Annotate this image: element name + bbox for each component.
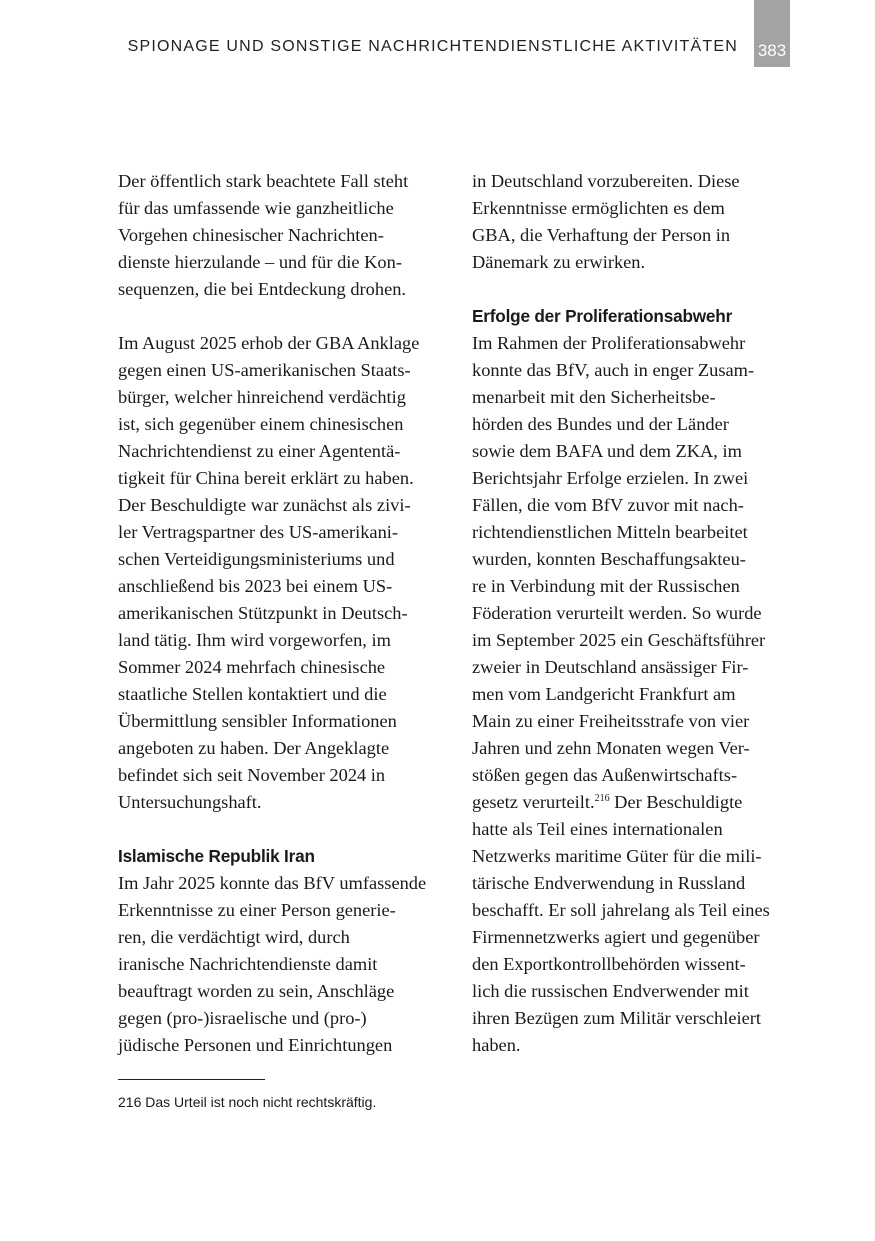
text-line: Übermittlung sensibler Informationen (118, 711, 397, 731)
text-line: konnte das BfV, auch in enger Zusam- (472, 360, 755, 380)
text-line: menarbeit mit den Sicherheitsbe- (472, 387, 716, 407)
text-line: men vom Landgericht Frankfurt am (472, 684, 736, 704)
text-line: Dänemark zu erwirken. (472, 252, 646, 272)
text-line: Main zu einer Freiheitsstrafe von vier (472, 711, 750, 731)
text-line: Föderation verurteilt werden. So wurde (472, 603, 762, 623)
page-number: 383 (754, 0, 790, 67)
text-line: sequenzen, die bei Entdeckung drohen. (118, 279, 407, 299)
text-line: amerikanischen Stützpunkt in Deutsch- (118, 603, 408, 623)
text-line: ren, die verdächtigt wird, durch (118, 927, 350, 947)
text-line: ler Vertragspartner des US-amerikani- (118, 522, 399, 542)
text-line: angeboten zu haben. Der Angeklagte (118, 738, 390, 758)
paragraph-intro (118, 168, 448, 303)
text-line: Berichtsjahr Erfolge erzielen. In zwei (472, 468, 749, 488)
section-heading-iran: Islamische Republik Iran (118, 846, 315, 866)
section-heading-proliferation: Erfolge der Proliferationsabwehr (472, 306, 733, 326)
text-line: Fällen, die vom BfV zuvor mit nach- (472, 495, 744, 515)
text-fragment: gesetz verurteilt. (472, 792, 595, 812)
running-title: SPIONAGE UND SONSTIGE NACHRICHTENDIENSTLICHE AKTIVITÄTEN (127, 38, 738, 55)
text-line: zweier in Deutschland ansässiger Fir- (472, 657, 749, 677)
text-line: dienste hierzulande – und für die Kon- (118, 252, 402, 272)
text-line: befindet sich seit November 2024 in (118, 765, 386, 785)
text-line: Erkenntnisse ermöglichten es dem (472, 198, 725, 218)
text-line: tärische Endverwendung in Russland (472, 873, 746, 893)
text-line: anschließend bis 2023 bei einem US- (118, 576, 393, 596)
paragraph-us-case (118, 330, 448, 816)
text-fragment: Der Beschuldigte (609, 792, 743, 812)
text-line: den Exportkontrollbehörden wissent- (472, 954, 746, 974)
text-line: in Deutschland vorzubereiten. Diese (472, 171, 740, 191)
text-line-footnote-ref (472, 789, 792, 816)
text-line: iranische Nachrichtendienste damit (118, 954, 378, 974)
text-line: beschafft. Er soll jahrelang als Teil eines (472, 900, 770, 920)
text-line: schen Verteidigungsministeriums und (118, 549, 395, 569)
footnote-text: 216 Das Urteil ist noch nicht rechtskräftig. (118, 1094, 377, 1110)
paragraph-iran (118, 870, 448, 1059)
right-column (472, 168, 792, 1059)
text-line: jüdische Personen und Einrichtungen (118, 1035, 393, 1055)
text-line: hatte als Teil eines internationalen (472, 819, 723, 839)
text-line: stößen gegen das Außenwirtschafts- (472, 765, 738, 785)
footnote-divider (118, 1079, 265, 1080)
text-line: im September 2025 ein Geschäftsführer (472, 630, 766, 650)
text-line: Netzwerks maritime Güter für die mili- (472, 846, 762, 866)
text-line: Vorgehen chinesischer Nachrichten- (118, 225, 384, 245)
text-line: staatliche Stellen kontaktiert und die (118, 684, 387, 704)
paragraph-iran-continued (472, 168, 792, 276)
text-line: Im August 2025 erhob der GBA Anklage (118, 333, 420, 353)
text-line: Der öffentlich stark beachtete Fall steht (118, 171, 409, 191)
text-line: ist, sich gegenüber einem chinesischen (118, 414, 404, 434)
text-line: sowie dem BAFA und dem ZKA, im (472, 441, 742, 461)
text-line: gegen einen US-amerikanischen Staats- (118, 360, 411, 380)
text-line: haben. (472, 1035, 521, 1055)
text-line: richtendienstlichen Mitteln bearbeitet (472, 522, 748, 542)
text-line: Sommer 2024 mehrfach chinesische (118, 657, 386, 677)
text-line: Nachrichtendienst zu einer Agententä- (118, 441, 401, 461)
text-line: Firmennetzwerks agiert und gegenüber (472, 927, 760, 947)
text-line: re in Verbindung mit der Russischen (472, 576, 740, 596)
text-line: gegen (pro-)israelische und (pro-) (118, 1008, 367, 1028)
text-line: land tätig. Ihm wird vorgeworfen, im (118, 630, 391, 650)
text-line: Im Rahmen der Proliferationsabwehr (472, 333, 746, 353)
text-line: Der Beschuldigte war zunächst als zivi- (118, 495, 411, 515)
text-line: Jahren und zehn Monaten wegen Ver- (472, 738, 750, 758)
footnote-reference[interactable]: 216 (594, 793, 610, 804)
text-line: beauftragt worden zu sein, Anschläge (118, 981, 395, 1001)
text-line: hörden des Bundes und der Länder (472, 414, 729, 434)
text-line: ihren Bezügen zum Militär verschleiert (472, 1008, 762, 1028)
text-line: wurden, konnten Beschaffungsakteu- (472, 549, 746, 569)
text-line: Untersuchungshaft. (118, 792, 262, 812)
text-line: tigkeit für China bereit erklärt zu haben. (118, 468, 414, 488)
text-line: GBA, die Verhaftung der Person in (472, 225, 731, 245)
paragraph-proliferation (472, 330, 792, 1059)
text-line: für das umfassende wie ganzheitliche (118, 198, 394, 218)
left-column (118, 168, 448, 1059)
text-line: lich die russischen Endverwender mit (472, 981, 749, 1001)
text-line: Im Jahr 2025 konnte das BfV umfassende (118, 873, 427, 893)
text-line: bürger, welcher hinreichend verdächtig (118, 387, 406, 407)
text-line: Erkenntnisse zu einer Person generie- (118, 900, 396, 920)
